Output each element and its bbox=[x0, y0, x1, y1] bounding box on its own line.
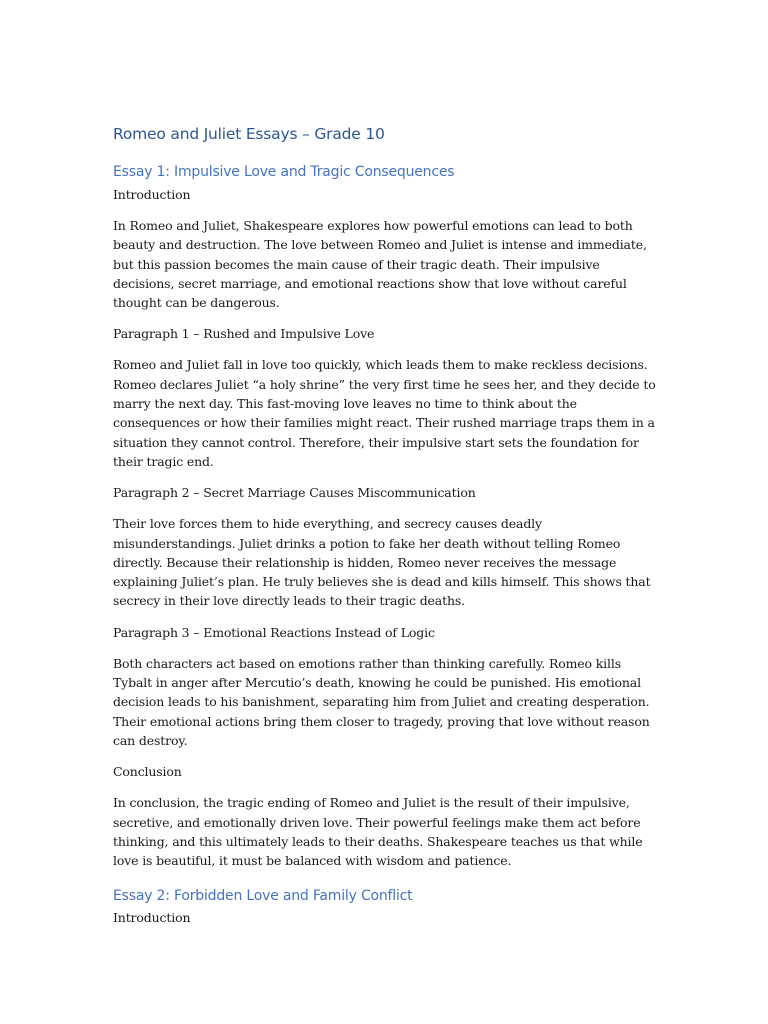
essay-1-introduction-label: Introduction bbox=[113, 187, 191, 202]
essay-1-paragraph-1-label: Paragraph 1 – Rushed and Impulsive Love bbox=[113, 326, 375, 342]
essay-1-conclusion-label: Conclusion bbox=[113, 764, 182, 780]
document-title: Romeo and Juliet Essays – Grade 10 bbox=[113, 125, 385, 143]
essay-2-heading: Essay 2: Forbidden Love and Family Conflict bbox=[113, 888, 413, 904]
essay-1-heading: Essay 1: Impulsive Love and Tragic Consequences bbox=[113, 164, 455, 180]
essay-1-introduction-text: In Romeo and Juliet, Shakespeare explores how powerful emotions can lead to both beauty and destruction. The love between Romeo and Juliet is intense and immediate, but this passion becomes the main cause of their tragic death. Their impulsive decisions, secret marriage, and emotional reactions show that love without careful thought can be dangerous. bbox=[113, 218, 647, 311]
essay-2-introduction-label: Introduction bbox=[113, 910, 191, 925]
essay-1-paragraph-2-text: Their love forces them to hide everything, and secrecy causes deadly misunderstandings. Juliet drinks a potion to fake her death without telling Romeo directly. Because their relationship is hidden, Romeo never receives the message explaining Juliet’s plan. He truly believes she is dead and kills himself. This shows that secrecy in their love directly leads to their tragic deaths. bbox=[113, 516, 651, 609]
essay-1-paragraph-3-text: Both characters act based on emotions rather than thinking carefully. Romeo kills Tybalt in anger after Mercutio’s death, knowing he could be punished. His emotional decision leads to his banishment, separating him from Juliet and creating desperation. Their emotional actions bring them closer to tragedy, proving that love without reason can destroy. bbox=[113, 655, 650, 748]
essay-1-paragraph-1-text: Romeo and Juliet fall in love too quickly, which leads them to make reckless decisions. Romeo declares Juliet “a holy shrine” the very first time he sees her, and they decide to marry the next day. This fast-moving love leaves no time to think about the consequences or how their families might react. Their rushed marriage traps them in a situation they cannot control. Therefore, their impulsive start sets the foundation for their tragic end. bbox=[113, 357, 656, 469]
essay-1 bbox=[113, 164, 658, 870]
essay-1-paragraph-3-label: Paragraph 3 – Emotional Reactions Instead of Logic bbox=[113, 624, 435, 640]
essay-1-paragraph-2-label: Paragraph 2 – Secret Marriage Causes Miscommunication bbox=[113, 485, 476, 501]
essay-2 bbox=[113, 888, 658, 927]
essay-1-conclusion-text: In conclusion, the tragic ending of Romeo and Juliet is the result of their impulsive, secretive, and emotionally driven love. Their powerful feelings make them act before thinking, and this ultimately leads to their deaths. Shakespeare teaches us that while love is beautiful, it must be balanced with wisdom and patience. bbox=[113, 795, 643, 869]
